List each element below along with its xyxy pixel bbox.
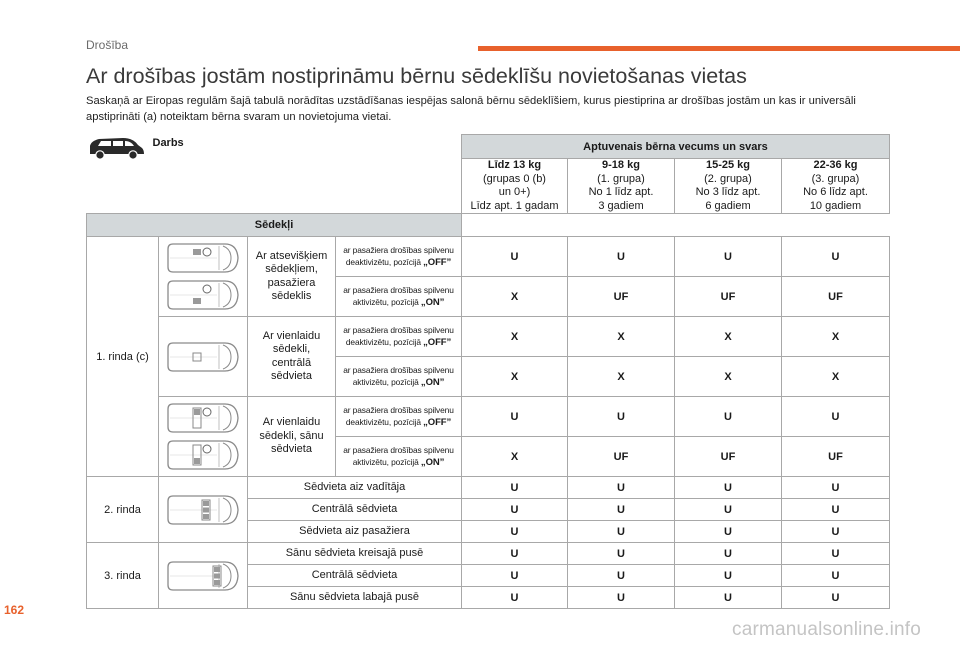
child-seat-table [86, 134, 890, 609]
car-seat-diagram-icon [159, 477, 248, 543]
value-cell: X [462, 317, 568, 357]
value-cell: U [462, 543, 568, 565]
age-column-2: 15-25 kg (2. grupa) No 3 līdz apt. 6 gadiem [675, 159, 782, 214]
value-cell: U [568, 397, 675, 437]
value-cell: X [462, 277, 568, 317]
vehicle-label: Darbs [152, 136, 184, 149]
value-cell: X [462, 357, 568, 397]
car-seat-diagram-icon [159, 543, 248, 609]
value-cell: UF [675, 277, 782, 317]
seat-third-row: Sānu sēdvieta kreisajā pusē [248, 543, 462, 565]
seat-individual-passenger: Ar atsevišķiem sēdekļiem, pasažiera sēdeklis [248, 237, 336, 317]
value-cell: X [782, 317, 890, 357]
value-cell: U [675, 477, 782, 499]
value-cell: X [568, 357, 675, 397]
value-cell: UF [568, 277, 675, 317]
value-cell: U [462, 397, 568, 437]
seat-second-row: Centrālā sēdvieta [248, 499, 462, 521]
value-cell: X [675, 357, 782, 397]
airbag-off-condition: ar pasažiera drošības spilvenu deaktivizētu, pozīcijā „OFF” [336, 237, 462, 277]
value-cell: U [462, 477, 568, 499]
value-cell: UF [675, 437, 782, 477]
value-cell: U [462, 499, 568, 521]
value-cell: U [462, 237, 568, 277]
value-cell: UF [568, 437, 675, 477]
section-label: Drošība [86, 38, 129, 52]
value-cell: U [462, 521, 568, 543]
row-label-second: 2. rinda [87, 477, 159, 543]
airbag-off-condition: ar pasažiera drošības spilvenu deaktivizētu, pozīcijā „OFF” [336, 317, 462, 357]
row-label-third: 3. rinda [87, 543, 159, 609]
intro-paragraph: Saskaņā ar Eiropas regulām šajā tabulā norādītas uzstādīšanas iespējas salonā bērnu sēdeklīšiem, kurus piestiprina ar drošības jostām un kas ir universāli apstiprināti (a) noteiktam bērna svaram un novietojuma vietai. [86, 95, 856, 123]
value-cell: U [675, 565, 782, 587]
value-cell: X [782, 357, 890, 397]
car-seat-diagram-icon [159, 317, 248, 397]
seat-second-row: Sēdvieta aiz vadītāja [248, 477, 462, 499]
value-cell: U [782, 237, 890, 277]
value-cell: U [675, 521, 782, 543]
seat-bench-side: Ar vienlaidu sēdekli, sānu sēdvieta [248, 397, 336, 477]
seat-third-row: Sānu sēdvieta labajā pusē [248, 587, 462, 609]
value-cell: U [462, 587, 568, 609]
watermark: carmanualsonline.info [732, 619, 922, 640]
value-cell: U [568, 565, 675, 587]
value-cell: U [782, 587, 890, 609]
car-seat-diagram-icon [159, 397, 248, 477]
value-cell: U [568, 587, 675, 609]
seat-third-row: Centrālā sēdvieta [248, 565, 462, 587]
value-cell: UF [782, 277, 890, 317]
value-cell: U [568, 237, 675, 277]
value-cell: X [568, 317, 675, 357]
airbag-off-condition: ar pasažiera drošības spilvenu deaktivizētu, pozīcijā „OFF” [336, 397, 462, 437]
car-seat-diagram-icon [159, 237, 248, 317]
age-weight-header: Aptuvenais bērna vecums un svars [462, 135, 890, 159]
value-cell: U [675, 397, 782, 437]
table-corner [87, 135, 462, 214]
value-cell: U [675, 499, 782, 521]
value-cell: U [568, 499, 675, 521]
value-cell: U [675, 237, 782, 277]
row-label-front: 1. rinda (c) [87, 237, 159, 477]
age-column-1: 9-18 kg (1. grupa) No 1 līdz apt. 3 gadiem [568, 159, 675, 214]
value-cell: U [568, 477, 675, 499]
seat-second-row: Sēdvieta aiz pasažiera [248, 521, 462, 543]
value-cell: U [568, 543, 675, 565]
age-column-0: Līdz 13 kg (grupas 0 (b) un 0+) Līdz apt. 1 gadam [462, 159, 568, 214]
airbag-on-condition: ar pasažiera drošības spilvenu aktivizētu, pozīcijā „ON” [336, 277, 462, 317]
value-cell: U [462, 565, 568, 587]
value-cell: UF [782, 437, 890, 477]
value-cell: U [675, 543, 782, 565]
value-cell: U [782, 543, 890, 565]
value-cell: U [675, 587, 782, 609]
seat-bench-center: Ar vienlaidu sēdekli, centrālā sēdvieta [248, 317, 336, 397]
value-cell: X [675, 317, 782, 357]
age-column-3: 22-36 kg (3. grupa) No 6 līdz apt. 10 gadiem [782, 159, 890, 214]
value-cell: U [782, 499, 890, 521]
header-accent-bar [478, 46, 960, 51]
value-cell: X [462, 437, 568, 477]
seats-header: Sēdekļi [87, 214, 462, 237]
page-title: Ar drošības jostām nostiprināmu bērnu sēdeklīšu novietošanas vietas [86, 64, 747, 88]
value-cell: U [782, 565, 890, 587]
value-cell: U [782, 521, 890, 543]
airbag-on-condition: ar pasažiera drošības spilvenu aktivizētu, pozīcijā „ON” [336, 437, 462, 477]
page-number: 162 [4, 603, 25, 617]
value-cell: U [568, 521, 675, 543]
airbag-on-condition: ar pasažiera drošības spilvenu aktivizētu, pozīcijā „ON” [336, 357, 462, 397]
value-cell: U [782, 477, 890, 499]
van-icon [87, 135, 145, 161]
value-cell: U [782, 397, 890, 437]
